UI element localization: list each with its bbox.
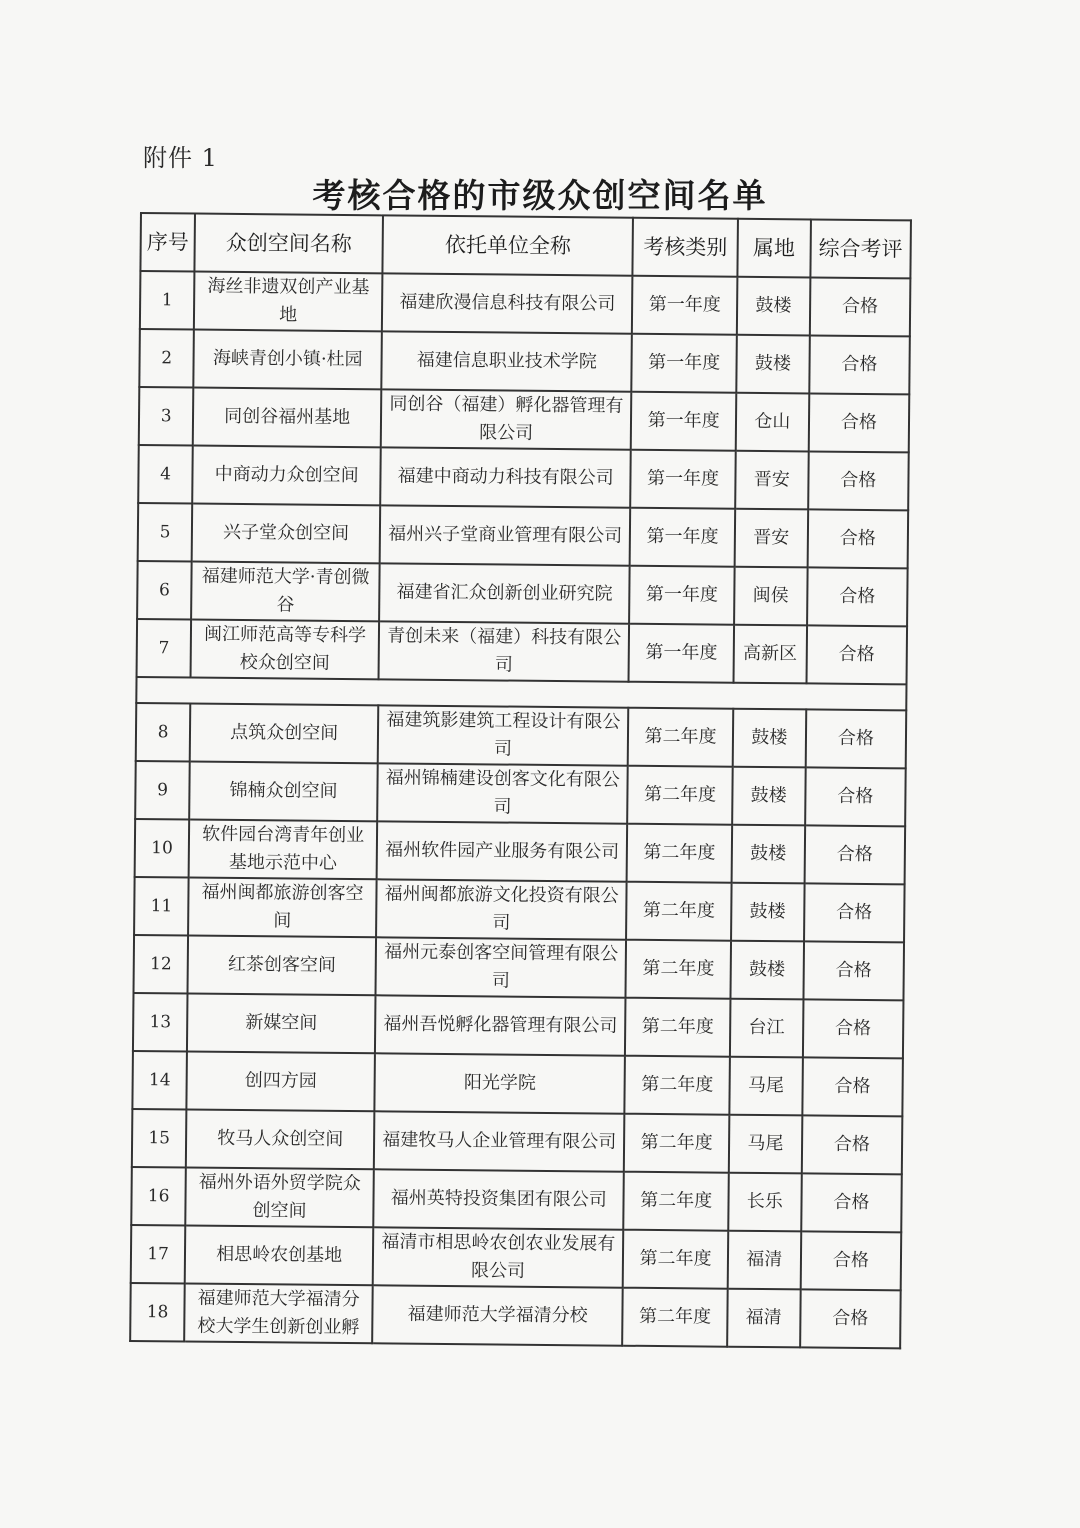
table-row <box>131 1225 902 1290</box>
document-title: 考核合格的市级众创空间名单 <box>312 176 768 215</box>
cell-org: 福州软件园产业服务有限公司 <box>377 821 628 881</box>
cell-org: 青创未来（福建）科技有限公司 <box>379 621 630 681</box>
cell-space-name: 点筑众创空间 <box>190 704 378 764</box>
header-space-name: 众创空间名称 <box>195 214 383 274</box>
cell-no: 10 <box>135 819 190 878</box>
cell-no: 4 <box>138 445 193 504</box>
table-row <box>140 271 911 336</box>
cell-category: 第二年度 <box>624 1172 729 1231</box>
attachment-label: 附件 1 <box>143 144 218 172</box>
table-row <box>139 387 910 452</box>
cell-evaluation: 合格 <box>809 335 910 394</box>
cell-space-name: 创四方园 <box>187 1051 375 1111</box>
cell-evaluation: 合格 <box>803 999 904 1058</box>
cell-area: 马尾 <box>729 1115 803 1174</box>
table-row <box>132 1051 903 1116</box>
table-row <box>139 329 910 394</box>
cell-category: 第二年度 <box>623 1288 728 1347</box>
cell-evaluation: 合格 <box>802 1057 903 1116</box>
cell-area: 鼓楼 <box>732 767 806 826</box>
cell-evaluation: 合格 <box>810 277 911 336</box>
cell-category: 第二年度 <box>623 1230 728 1289</box>
qualified-spaces-table <box>129 212 912 1349</box>
cell-space-name: 中商动力众创空间 <box>192 446 380 506</box>
cell-org: 福建信息职业技术学院 <box>381 331 632 391</box>
cell-org: 福州闽都旅游文化投资有限公司 <box>376 879 627 939</box>
table-container <box>129 212 912 1349</box>
table-row <box>130 1283 901 1348</box>
cell-no: 8 <box>136 703 191 762</box>
cell-area: 高新区 <box>733 625 807 684</box>
cell-evaluation: 合格 <box>804 825 905 884</box>
cell-no: 7 <box>137 619 192 678</box>
cell-evaluation: 合格 <box>807 567 908 626</box>
cell-space-name: 红茶创客空间 <box>188 935 376 995</box>
cell-org: 同创谷（福建）孵化器管理有限公司 <box>381 389 632 449</box>
cell-category: 第二年度 <box>627 824 732 883</box>
cell-space-name: 软件园台湾青年创业基地示范中心 <box>189 820 377 880</box>
cell-area: 马尾 <box>729 1057 803 1116</box>
cell-no: 18 <box>130 1283 185 1342</box>
cell-org: 福州锦楠建设创客文化有限公司 <box>377 763 628 823</box>
cell-org: 福清市相思岭农创农业发展有限公司 <box>373 1227 624 1287</box>
table-row <box>135 761 906 826</box>
cell-org: 福建筑影建筑工程设计有限公司 <box>378 705 629 765</box>
cell-no: 11 <box>134 877 189 936</box>
cell-evaluation: 合格 <box>802 1115 903 1174</box>
cell-no: 1 <box>140 271 195 330</box>
table-row <box>134 935 905 1000</box>
cell-category: 第一年度 <box>631 450 736 509</box>
cell-space-name: 新媒空间 <box>187 993 375 1053</box>
cell-no: 17 <box>131 1225 186 1284</box>
header-org: 依托单位全称 <box>382 215 633 275</box>
cell-space-name: 闽江师范高等专科学校众创空间 <box>191 620 379 680</box>
cell-space-name: 福建师范大学·青创微谷 <box>191 562 379 622</box>
table-row <box>135 819 906 884</box>
cell-space-name: 兴子堂众创空间 <box>192 504 380 564</box>
header-category: 考核类别 <box>633 218 738 277</box>
cell-area: 仓山 <box>736 393 810 452</box>
header-evaluation: 综合考评 <box>810 219 911 278</box>
cell-space-name: 牧马人众创空间 <box>186 1109 374 1169</box>
cell-org: 福州吾悦孵化器管理有限公司 <box>375 995 626 1055</box>
cell-org: 福州元泰创客空间管理有限公司 <box>376 937 627 997</box>
cell-category: 第二年度 <box>624 1114 729 1173</box>
cell-no: 15 <box>132 1109 187 1168</box>
cell-category: 第一年度 <box>631 392 736 451</box>
cell-evaluation: 合格 <box>806 709 907 768</box>
cell-evaluation: 合格 <box>808 451 909 510</box>
cell-org: 阳光学院 <box>374 1053 625 1113</box>
cell-space-name: 海峡青创小镇·杜园 <box>194 330 382 390</box>
cell-area: 福清 <box>727 1289 801 1348</box>
cell-category: 第二年度 <box>625 998 730 1057</box>
cell-evaluation: 合格 <box>800 1289 901 1348</box>
cell-category: 第二年度 <box>626 882 731 941</box>
cell-category: 第二年度 <box>626 940 731 999</box>
cell-area: 福清 <box>727 1231 801 1290</box>
table-row <box>136 703 907 768</box>
cell-category: 第一年度 <box>630 508 735 567</box>
header-no: 序号 <box>140 213 195 272</box>
cell-category: 第一年度 <box>630 566 735 625</box>
cell-area: 鼓楼 <box>731 883 805 942</box>
cell-evaluation: 合格 <box>809 393 910 452</box>
cell-no: 13 <box>133 993 188 1052</box>
cell-space-name: 海丝非遗双创产业基地 <box>194 272 382 332</box>
cell-area: 闽侯 <box>734 567 808 626</box>
cell-space-name: 同创谷福州基地 <box>193 388 381 448</box>
cell-category: 第一年度 <box>632 276 737 335</box>
cell-org: 福建牧马人企业管理有限公司 <box>374 1111 625 1171</box>
table-row <box>137 561 908 626</box>
cell-category: 第二年度 <box>628 766 733 825</box>
cell-evaluation: 合格 <box>806 625 907 684</box>
cell-space-name: 福州闽都旅游创客空间 <box>188 877 376 937</box>
cell-no: 3 <box>139 387 194 446</box>
cell-evaluation: 合格 <box>807 509 908 568</box>
table-row <box>137 619 908 684</box>
cell-area: 鼓楼 <box>730 941 804 1000</box>
cell-org: 福州英特投资集团有限公司 <box>373 1169 624 1229</box>
cell-space-name: 福建师范大学福清分校大学生创新创业孵 <box>184 1283 372 1343</box>
cell-area: 长乐 <box>728 1173 802 1232</box>
cell-org: 福州兴子堂商业管理有限公司 <box>380 505 631 565</box>
table-row <box>138 445 909 510</box>
cell-org: 福建中商动力科技有限公司 <box>380 447 631 507</box>
cell-space-name: 锦楠众创空间 <box>189 762 377 822</box>
cell-no: 14 <box>132 1051 187 1110</box>
cell-area: 台江 <box>730 999 804 1058</box>
cell-org: 福建欣漫信息科技有限公司 <box>382 273 633 333</box>
cell-no: 2 <box>139 329 194 388</box>
cell-area: 鼓楼 <box>731 825 805 884</box>
cell-evaluation: 合格 <box>801 1231 902 1290</box>
table-body <box>130 271 910 1348</box>
cell-org: 福建师范大学福清分校 <box>372 1285 623 1345</box>
cell-category: 第二年度 <box>628 708 733 767</box>
cell-evaluation: 合格 <box>803 941 904 1000</box>
cell-evaluation: 合格 <box>804 883 905 942</box>
table-header-row <box>140 213 911 278</box>
cell-category: 第二年度 <box>625 1056 730 1115</box>
cell-category: 第一年度 <box>629 624 734 683</box>
header-area: 属地 <box>737 219 811 278</box>
cell-area: 鼓楼 <box>732 709 806 768</box>
cell-space-name: 相思岭农创基地 <box>185 1225 373 1285</box>
cell-evaluation: 合格 <box>805 767 906 826</box>
table-row <box>132 1109 903 1174</box>
cell-no: 5 <box>138 503 193 562</box>
cell-area: 晋安 <box>735 451 809 510</box>
cell-no: 9 <box>135 761 190 820</box>
cell-area: 鼓楼 <box>737 277 811 336</box>
table-row <box>134 877 905 942</box>
table-row <box>138 503 909 568</box>
cell-evaluation: 合格 <box>801 1173 902 1232</box>
cell-no: 6 <box>137 561 192 620</box>
cell-category: 第一年度 <box>632 334 737 393</box>
cell-org: 福建省汇众创新创业研究院 <box>379 563 630 623</box>
cell-area: 晋安 <box>734 509 808 568</box>
table-row <box>133 993 904 1058</box>
table-row <box>131 1167 902 1232</box>
cell-area: 鼓楼 <box>736 335 810 394</box>
cell-no: 12 <box>134 935 189 994</box>
cell-space-name: 福州外语外贸学院众创空间 <box>186 1167 374 1227</box>
cell-no: 16 <box>131 1167 186 1226</box>
